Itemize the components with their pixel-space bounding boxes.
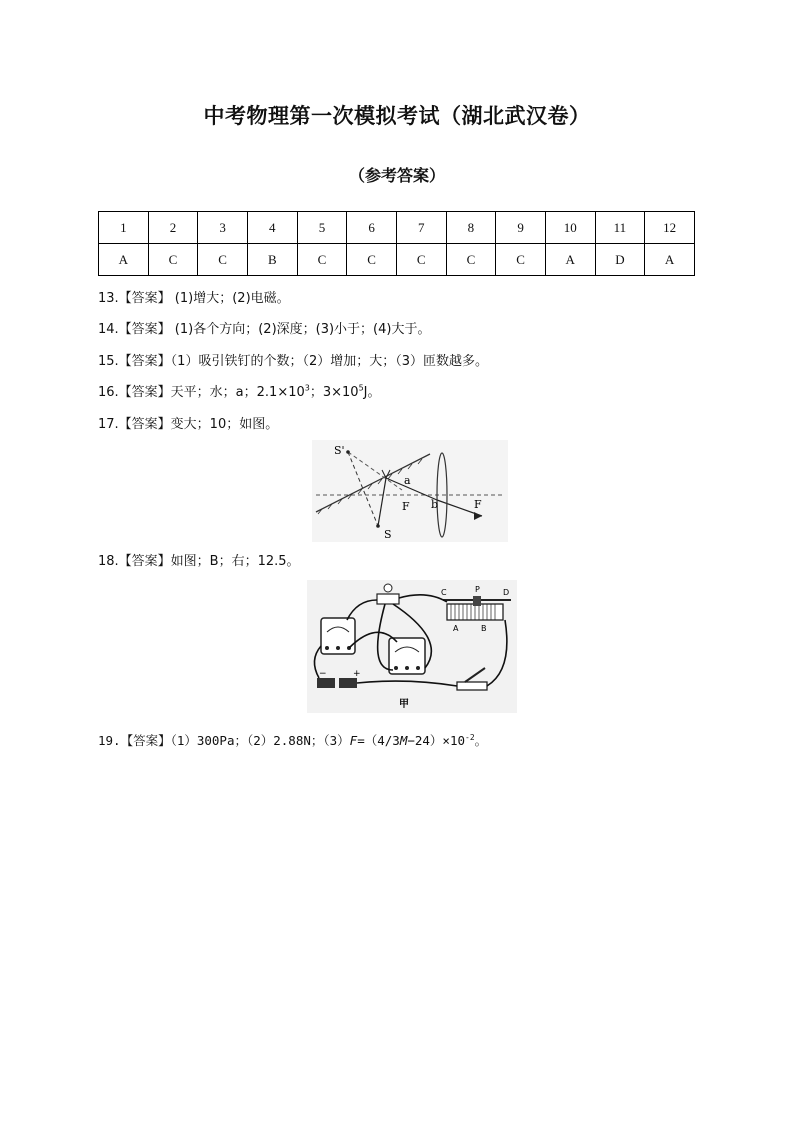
answer-15: 15.【答案】（1）吸引铁钉的个数；（2）增加；大；（3）匝数越多。 bbox=[98, 354, 488, 369]
table-cell-answer: A bbox=[545, 244, 595, 276]
label-b: b bbox=[431, 498, 439, 511]
label-d: D bbox=[503, 588, 510, 597]
answer-19-text-d: 。 bbox=[474, 733, 488, 748]
answer-18: 18.【答案】如图；B；右；12.5。 bbox=[98, 554, 300, 569]
table-cell-number: 2 bbox=[148, 212, 198, 244]
image-point bbox=[346, 450, 350, 454]
answer-14: 14.【答案】 (1)各个方向；(2)深度；(3)小于；(4)大于。 bbox=[98, 322, 431, 337]
label-f-left: F bbox=[402, 500, 410, 513]
page-subtitle: （参考答案） bbox=[348, 166, 445, 185]
label-c: C bbox=[441, 588, 447, 597]
circuit-figure bbox=[307, 580, 517, 713]
answer-19-text-b: =（4/3 bbox=[357, 733, 400, 748]
answer-19-var-f: F bbox=[349, 733, 358, 748]
answer-19-text-c: −24）×10 bbox=[407, 733, 465, 748]
label-a: a bbox=[404, 474, 411, 487]
answer-19-var-m: M bbox=[399, 733, 408, 748]
source-point bbox=[376, 524, 380, 528]
battery-cell-2 bbox=[339, 678, 357, 688]
table-cell-answer: C bbox=[198, 244, 248, 276]
table-cell-answer: C bbox=[446, 244, 496, 276]
label-s: S bbox=[384, 528, 392, 541]
label-a: A bbox=[453, 624, 459, 633]
table-cell-answer: C bbox=[496, 244, 546, 276]
switch-icon bbox=[457, 682, 487, 690]
label-p: P bbox=[475, 585, 480, 594]
table-cell-answer: C bbox=[297, 244, 347, 276]
table-cell-number: 8 bbox=[446, 212, 496, 244]
table-cell-answer: C bbox=[347, 244, 397, 276]
answer-16-text-b: ；3×10 bbox=[309, 385, 359, 400]
answer-16-text-c: J。 bbox=[363, 385, 381, 400]
table-cell-number: 12 bbox=[645, 212, 695, 244]
battery-cell-1 bbox=[317, 678, 335, 688]
label-b: B bbox=[481, 624, 487, 633]
answer-19-text-a: 19.【答案】（1）300Pa；（2）2.88N；（3） bbox=[98, 733, 350, 748]
table-cell-answer: D bbox=[595, 244, 645, 276]
table-cell-number: 7 bbox=[396, 212, 446, 244]
answer-17: 17.【答案】变大；10；如图。 bbox=[98, 417, 279, 432]
answer-table bbox=[98, 211, 695, 276]
answer-table-answer-row bbox=[99, 244, 695, 276]
table-cell-number: 3 bbox=[198, 212, 248, 244]
answer-19-exponent: -2 bbox=[465, 732, 475, 742]
table-cell-number: 9 bbox=[496, 212, 546, 244]
label-minus: − bbox=[319, 669, 327, 679]
answer-13: 13.【答案】 (1)增大；(2)电磁。 bbox=[98, 291, 290, 306]
optics-figure bbox=[312, 440, 508, 542]
table-cell-number: 5 bbox=[297, 212, 347, 244]
table-cell-number: 4 bbox=[247, 212, 297, 244]
table-cell-answer: A bbox=[645, 244, 695, 276]
rheostat-slider bbox=[473, 596, 481, 606]
answer-16-exponent-b: 5 bbox=[358, 383, 364, 393]
answer-table-number-row bbox=[99, 212, 695, 244]
table-cell-number: 11 bbox=[595, 212, 645, 244]
label-f-right: F bbox=[474, 498, 482, 511]
answer-19 bbox=[98, 731, 487, 749]
answer-16-text-a: 16.【答案】天平；水；a；2.1×10 bbox=[98, 385, 305, 400]
light-bulb-icon bbox=[384, 584, 392, 592]
label-plus: + bbox=[353, 669, 361, 679]
table-cell-answer: C bbox=[396, 244, 446, 276]
answer-16-exponent-a: 3 bbox=[304, 383, 310, 393]
table-cell-number: 6 bbox=[347, 212, 397, 244]
page-title: 中考物理第一次模拟考试（湖北武汉卷） bbox=[203, 104, 591, 128]
table-cell-number: 1 bbox=[99, 212, 149, 244]
label-s-image: S' bbox=[334, 444, 345, 457]
table-cell-answer: B bbox=[247, 244, 297, 276]
table-cell-answer: C bbox=[148, 244, 198, 276]
figure-caption: 甲 bbox=[399, 699, 409, 710]
answer-16 bbox=[98, 381, 381, 400]
table-cell-answer: A bbox=[99, 244, 149, 276]
table-cell-number: 10 bbox=[545, 212, 595, 244]
bulb-base bbox=[377, 594, 399, 604]
